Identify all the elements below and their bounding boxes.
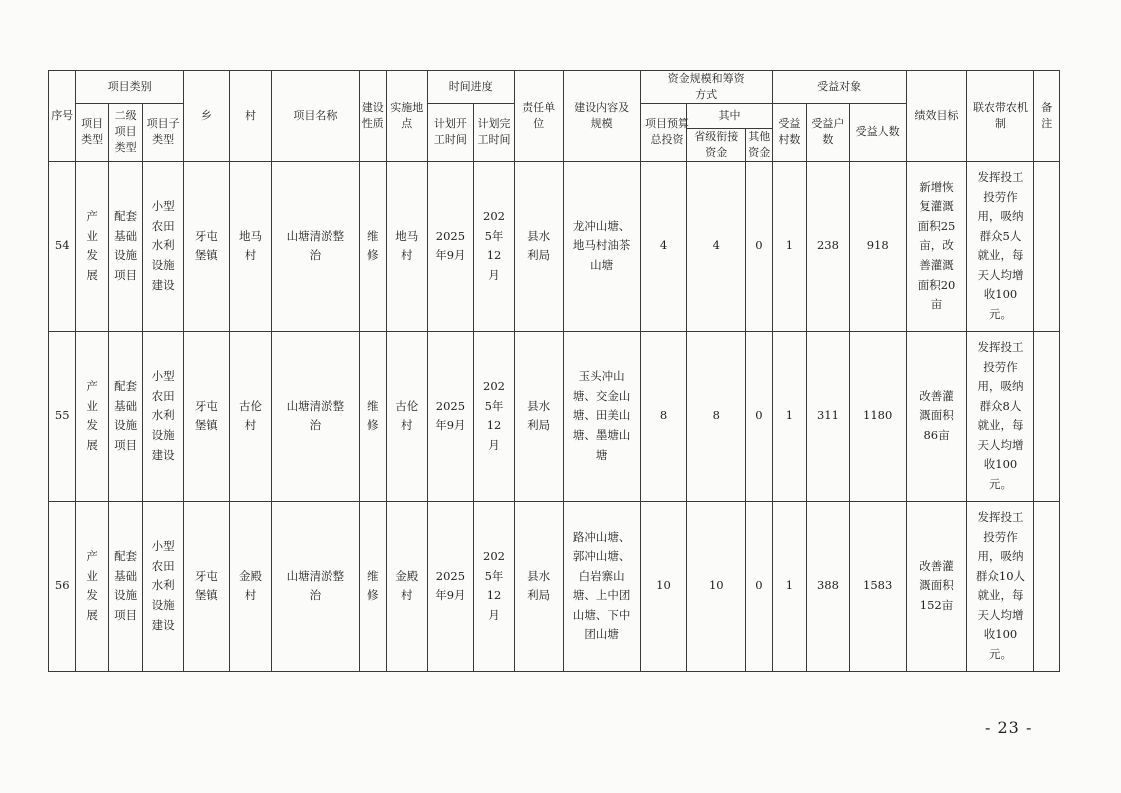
header-ben-households: 受益户数 (807, 103, 850, 161)
cell-village: 地马村 (229, 161, 272, 331)
cell-performance: 改善灌溉面积152亩 (906, 501, 967, 671)
cell-plan-start: 2025年9月 (427, 161, 474, 331)
header-sub-type2: 二级项目类型 (108, 103, 143, 161)
cell-sub: 小型农田水利设施建设 (143, 501, 184, 671)
header-other-funds: 其他资金 (746, 128, 772, 161)
cell-seq: 55 (49, 331, 76, 501)
cell-villages: 1 (772, 161, 807, 331)
header-category: 项目类别 (76, 71, 184, 104)
cell-nature: 维修 (359, 501, 386, 671)
cell-performance: 改善灌溉面积86亩 (906, 331, 967, 501)
header-ben-villages: 受益村数 (772, 103, 807, 161)
cell-responsible: 县水利局 (514, 501, 563, 671)
cell-content: 龙冲山塘、地马村油茶山塘 (563, 161, 640, 331)
cell-people: 918 (849, 161, 906, 331)
cell-linkage: 发挥投工投劳作用，吸纳群众10人就业，每天人均增收100元。 (967, 501, 1034, 671)
cell-project-name: 山塘清淤整治 (272, 501, 359, 671)
cell-remarks (1034, 501, 1060, 671)
header-budget: 项目预算总投资 (640, 103, 687, 161)
header-location: 实施地点 (386, 71, 427, 162)
header-beneficiaries: 受益对象 (772, 71, 906, 104)
cell-villages: 1 (772, 331, 807, 501)
cell-location: 地马村 (386, 161, 427, 331)
header-remarks: 备注 (1034, 71, 1060, 162)
header-village: 村 (229, 71, 272, 162)
cell-households: 388 (807, 501, 850, 671)
cell-sub2: 配套基础设施项目 (108, 331, 143, 501)
header-seq: 序号 (49, 71, 76, 162)
header-funding: 资金规模和筹资方式 (640, 71, 772, 104)
cell-type: 产业发展 (76, 331, 108, 501)
cell-location: 古伦村 (386, 331, 427, 501)
header-project-type: 项目类型 (76, 103, 108, 161)
cell-nature: 维修 (359, 331, 386, 501)
cell-town: 牙屯堡镇 (183, 501, 229, 671)
cell-content: 玉头冲山塘、交金山塘、田美山塘、墨塘山塘 (563, 331, 640, 501)
cell-seq: 54 (49, 161, 76, 331)
table-row (49, 331, 1060, 501)
header-project-name: 项目名称 (272, 71, 359, 162)
cell-town: 牙屯堡镇 (183, 331, 229, 501)
cell-town: 牙屯堡镇 (183, 161, 229, 331)
header-plan-end: 计划完工时间 (474, 103, 515, 161)
cell-provincial: 10 (687, 501, 746, 671)
cell-other: 0 (746, 161, 772, 331)
cell-sub2: 配套基础设施项目 (108, 501, 143, 671)
cell-location: 金殿村 (386, 501, 427, 671)
cell-village: 金殿村 (229, 501, 272, 671)
header-linkage: 联农带农机制 (967, 71, 1034, 162)
cell-people: 1583 (849, 501, 906, 671)
cell-provincial: 8 (687, 331, 746, 501)
cell-other: 0 (746, 501, 772, 671)
cell-plan-end: 2025年12月 (474, 501, 515, 671)
page-number: - 23 - (985, 718, 1033, 737)
cell-type: 产业发展 (76, 161, 108, 331)
cell-sub2: 配套基础设施项目 (108, 161, 143, 331)
cell-plan-end: 2025年12月 (474, 161, 515, 331)
cell-provincial: 4 (687, 161, 746, 331)
cell-village: 古伦村 (229, 331, 272, 501)
cell-plan-start: 2025年9月 (427, 501, 474, 671)
cell-type: 产业发展 (76, 501, 108, 671)
cell-responsible: 县水利局 (514, 331, 563, 501)
cell-remarks (1034, 161, 1060, 331)
cell-performance: 新增恢复灌溉面积25亩，改善灌溉面积20亩 (906, 161, 967, 331)
header-town: 乡 (183, 71, 229, 162)
header-sub-type: 项目子类型 (143, 103, 184, 161)
header-provincial: 省级衔接资金 (687, 128, 746, 161)
cell-linkage: 发挥投工投劳作用，吸纳群众5人就业，每天人均增收100元。 (967, 161, 1034, 331)
cell-people: 1180 (849, 331, 906, 501)
header-ben-people: 受益人数 (849, 103, 906, 161)
header-nature: 建设性质 (359, 71, 386, 162)
cell-remarks (1034, 331, 1060, 501)
cell-project-name: 山塘清淤整治 (272, 331, 359, 501)
cell-linkage: 发挥投工投劳作用，吸纳群众8人就业，每天人均增收100元。 (967, 331, 1034, 501)
cell-content: 路冲山塘、郭冲山塘、白岩寨山塘、上中团山塘、下中团山塘 (563, 501, 640, 671)
cell-budget: 10 (640, 501, 687, 671)
table-row (49, 501, 1060, 671)
project-table (48, 70, 1060, 672)
cell-seq: 56 (49, 501, 76, 671)
header-content: 建设内容及规模 (563, 71, 640, 162)
header-performance: 绩效目标 (906, 71, 967, 162)
header-plan-start: 计划开工时间 (427, 103, 474, 161)
cell-budget: 8 (640, 331, 687, 501)
table-row (49, 161, 1060, 331)
cell-sub: 小型农田水利设施建设 (143, 331, 184, 501)
cell-households: 238 (807, 161, 850, 331)
cell-villages: 1 (772, 501, 807, 671)
cell-other: 0 (746, 331, 772, 501)
cell-plan-start: 2025年9月 (427, 331, 474, 501)
header-responsible: 责任单位 (514, 71, 563, 162)
cell-households: 311 (807, 331, 850, 501)
cell-budget: 4 (640, 161, 687, 331)
header-schedule: 时间进度 (427, 71, 514, 104)
cell-project-name: 山塘清淤整治 (272, 161, 359, 331)
cell-sub: 小型农田水利设施建设 (143, 161, 184, 331)
header-of-which: 其中 (687, 103, 772, 128)
cell-nature: 维修 (359, 161, 386, 331)
cell-plan-end: 2025年12月 (474, 331, 515, 501)
cell-responsible: 县水利局 (514, 161, 563, 331)
